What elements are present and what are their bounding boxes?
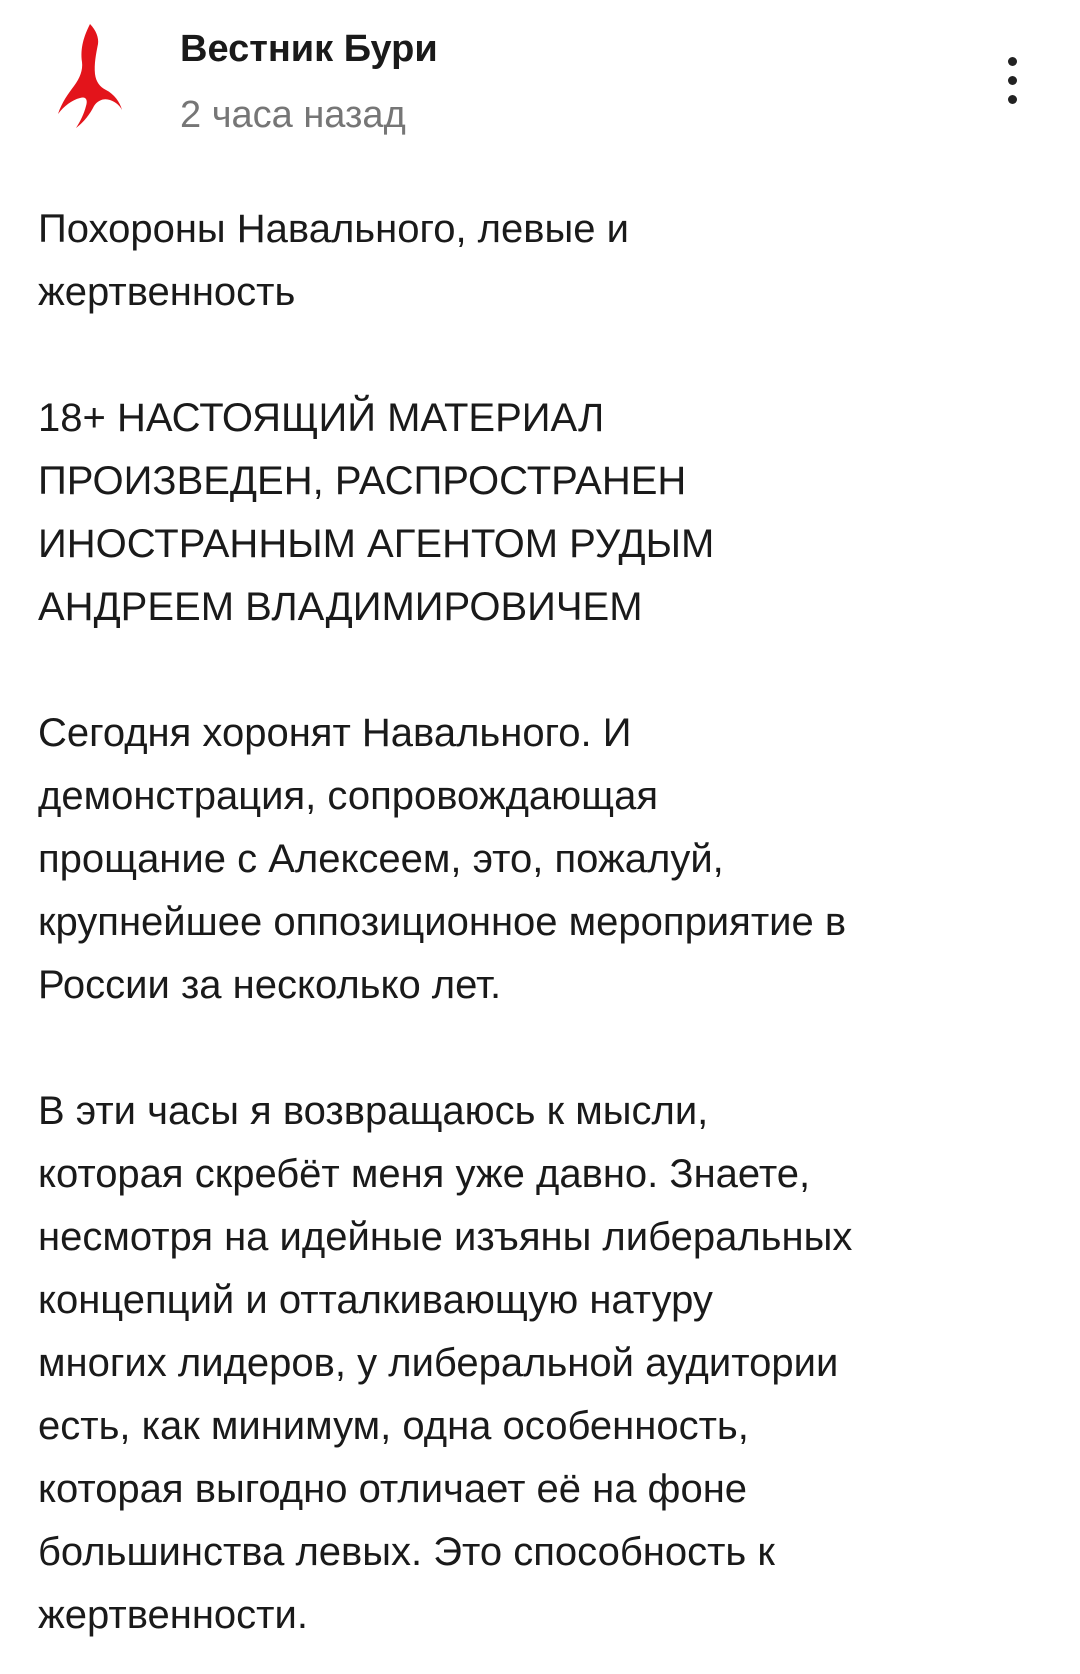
red-bird-icon[interactable] — [40, 18, 150, 138]
post-header — [0, 0, 1080, 160]
post-paragraph: В эти часы я возвращаюсь к мысли, которая скребёт меня уже давно. Знаете, несмотря на идейные изъяны либеральных концепций и отталкивающую натуру многих лидеров, у либеральной аудитории есть, как минимум, одна особенность, которая выгодно отличает её на фоне большинства левых. Это способность к жертвенности. — [38, 1089, 853, 1637]
more-options-button[interactable] — [988, 48, 1036, 112]
more-vertical-icon-dot — [1008, 95, 1017, 104]
more-vertical-icon — [1008, 57, 1017, 66]
post-paragraph: Сегодня хоронят Навального. И демонстрация, сопровождающая прощание с Алексеем, это, пожалуй, крупнейшее оппозиционное мероприятие в России за несколько лет. — [38, 711, 847, 1007]
post-body — [38, 198, 1048, 1647]
post-disclaimer: 18+ НАСТОЯЩИЙ МАТЕРИАЛ ПРОИЗВЕДЕН, РАСПРОСТРАНЕН ИНОСТРАННЫМ АГЕНТОМ РУДЫМ АНДРЕЕМ ВЛАДИМИРОВИЧЕМ — [38, 396, 715, 629]
post-title: Похороны Навального, левые и жертвенность — [38, 207, 629, 314]
more-vertical-icon-dot — [1008, 76, 1017, 85]
channel-name[interactable]: Вестник Бури — [180, 28, 438, 70]
post-timestamp: 2 часа назад — [180, 94, 406, 136]
